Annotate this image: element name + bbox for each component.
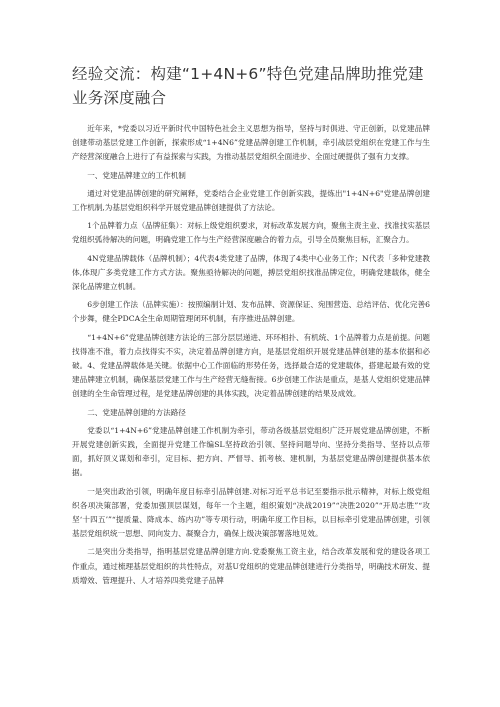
paragraph-six-steps: 6步创建工作法（品牌实施）：按照编制计划、发布品牌、资源保证、宛围营造、总结评估、优化完善6个步舞，健全PDCA全生命周期管理闭环机制，有序推进品牌创建。 <box>72 300 430 324</box>
paragraph-carrier: 4N党建品牌载体（品牌机制）；4代表4类党建了品牌，体现了4类中心业务工作；N代表「多种党建教体,体现广多类党建工作方式方法。聚焦亟待解决的问题，搏层党组织找准品牌定位，明确党建载体，健全深化品牌建立机制。 <box>72 253 430 292</box>
paragraph-intro: 近年来，*党委以习近平新时代中国特色社会主义思想为指导，坚持与时俱进、守正创新，以党建品牌创建带动基层党建工作创新，探索形成“1+4N6”党建品牌创建工作机制，牵引战层党组织在党建工作与生产经营深度融合上进行了有益探索与实践，为推动基层党组织全面进步、全面过硬提供了强有力支撑。 <box>72 124 430 162</box>
paragraph-focus-point: 1个品牌着力点（品牌征集）：对标上级党组织要求，对标改革发展方向，聚焦主责主业、找准找实基层党组织弧待解决的问题，明确党建工作与生产经营深度融合的着力点，引导全员聚焦目标，汇聚合力。 <box>72 221 430 245</box>
paragraph-political-lead: 一是突出政治引领，明确年度目标牵引品牌创建.对标习近平总书记至要指示批示精神，对标上级党组织各项决策部署，党委加强顶层谋划，每年一个主题，组织策划“决战2019”“决胜2020”“开局志胜”“攻坚‘十四五’”“提质量、降成本、练内功”等专项行动，明确年度工作目标，以目标牵引党建品牌创建，引领基层党组织统一思想、同向发力、凝聚合力，确保上级决策部署落地见效。 <box>72 486 430 539</box>
section-heading-2: 二、党建品牌创建的方法路径 <box>87 407 186 417</box>
paragraph-mechanism: 通过对党建品牌创建的研究阐释，党委结合企业党建工作创新实践，提炼出"1+4N+6"党建品牌创建工作机制,为基层党组织科学开展党建品牌创建提供了方法论。 <box>72 188 430 213</box>
document-title: 经验交流：构建“1+4N+6”特色党建品牌助推党建业务深度融合 <box>72 65 424 107</box>
paragraph-methodology: “1+4N+6”党建品牌创建方法论的三部分层层递进、环环相扑、有机统、1个品牌着力点是前提。问题找得准不准，着力点找得实不实，决定着品牌创建方向，是基层党组织开展党建品牌创建的基本依据和必破。4、党建品牌载体是关键。依据中心工作面临的形势任务，选择最合适的党建载体，搭建起最有效的党建品牌建立机制，确保基层党建工作与生产经营无缝衔接。6步创建工作法是重点，是基人党组织党建品牌创建的全生命管理过程，是党建品牌创建的具体实践，决定着品牌创建的结果及成效。 <box>72 332 430 399</box>
paragraph-path-overview: 党委以“1+4N+6”党建品牌创建工作机制为牵引，带动各级基层党组织广泛开展党建品牌创建，不断开展党建创新实践，全面提升党建工作编SL坚持政治引领、坚持问题导向、坚持分类指导、坚持以点带面，抓好顶义谋划和牵引，定目标、把方向、严督导、抓考核、建机制，为基层党建品牌创建提供基本依据。 <box>72 425 430 478</box>
paragraph-category-guidance: 二是突出分类指导，指明基层党建品牌创建方向.党委聚焦工资主业，结合改革发展和党的建设各项工作重点，通过梳理基层党组织的共性特点，对基U党组织的党建品牌创建进行分类指导，明确技术研发、提质增效、管理提升、人才培养四类党建子品牌 <box>72 547 430 585</box>
section-heading-1: 一、党建品牌建立的工作机制 <box>87 170 186 180</box>
